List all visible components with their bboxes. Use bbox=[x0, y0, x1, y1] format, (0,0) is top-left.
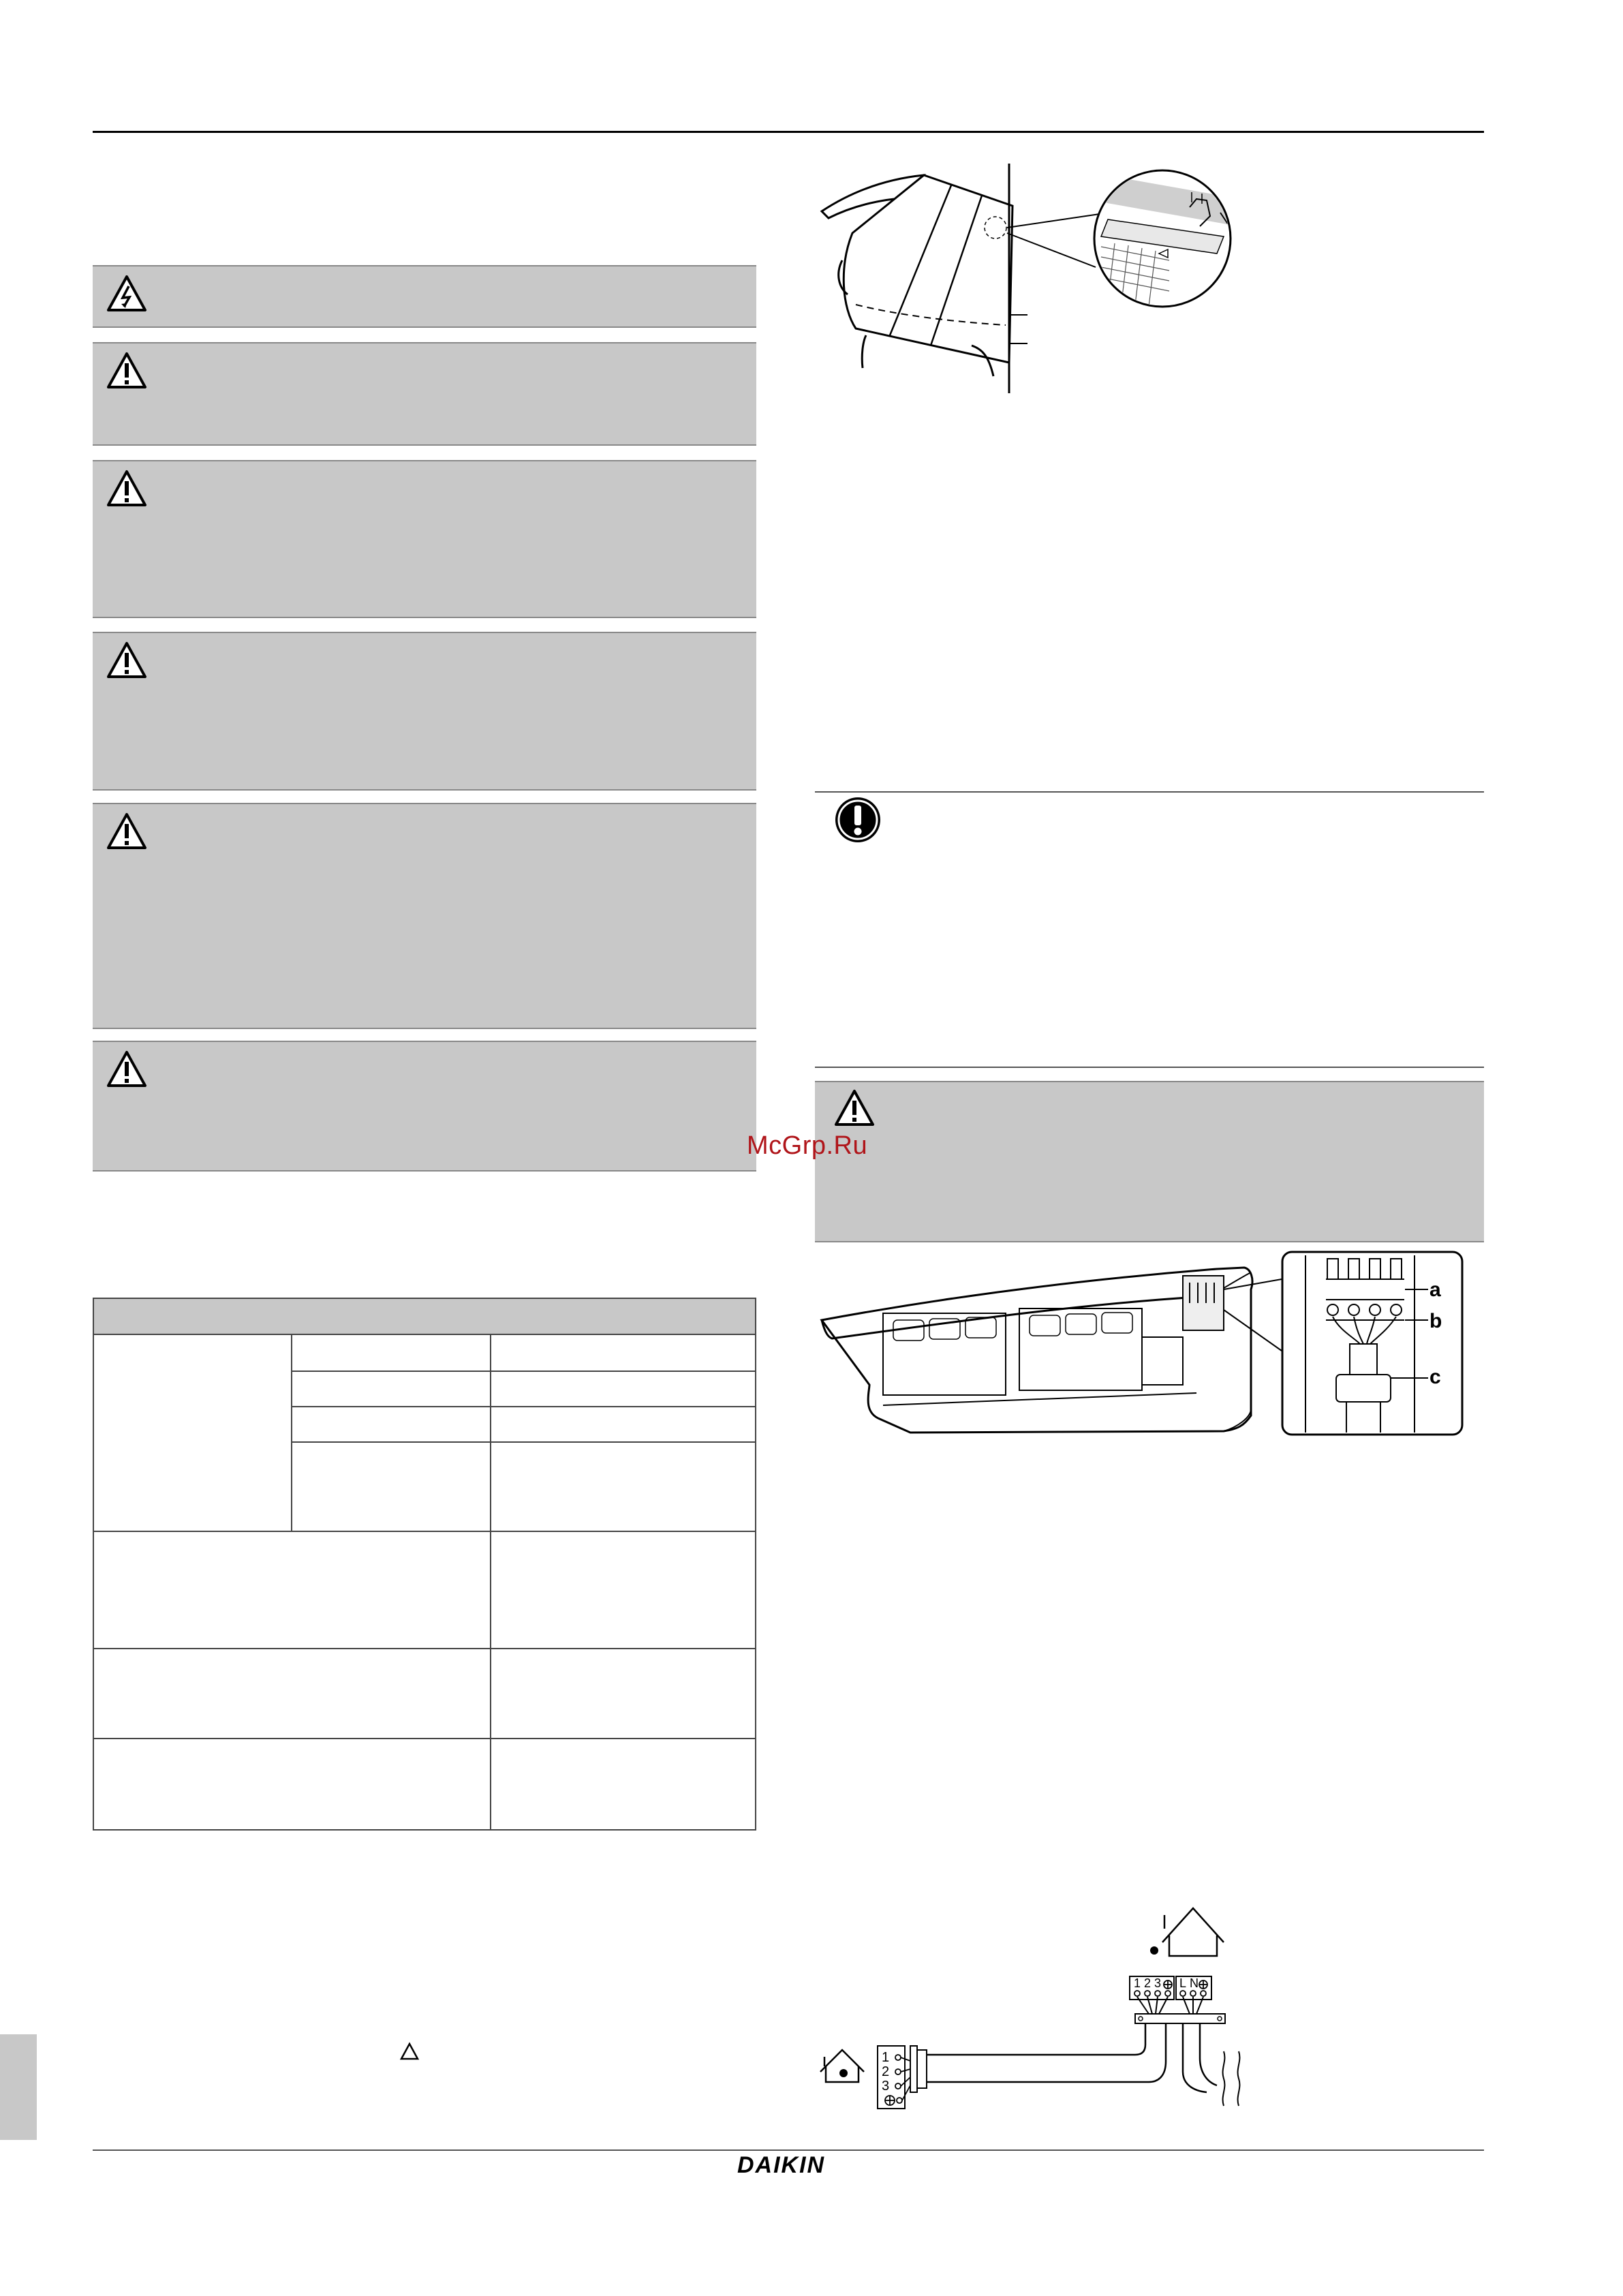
watermark[interactable]: McGrp.Ru bbox=[747, 1131, 868, 1160]
warning-triangle-icon bbox=[106, 352, 147, 390]
warning-box-4 bbox=[93, 803, 756, 1029]
notice-exclamation-icon bbox=[834, 796, 882, 844]
indoor-terminal-3: 3 bbox=[882, 2079, 890, 2094]
warning-triangle-icon bbox=[106, 812, 147, 851]
indoor-unit-wiring-figure bbox=[815, 1249, 1469, 1439]
outdoor-terminal-1: 1 bbox=[1134, 1976, 1141, 1990]
warning-box-5 bbox=[93, 1041, 756, 1172]
interconnection-wiring-diagram bbox=[815, 1895, 1251, 2113]
warning-triangle-icon bbox=[834, 1089, 875, 1127]
indoor-terminal-1: 1 bbox=[882, 2050, 890, 2065]
warning-triangle-icon bbox=[106, 470, 147, 508]
warning-triangle-icon bbox=[106, 1050, 147, 1088]
warning-box-3 bbox=[93, 632, 756, 791]
brand-logo: DAIKIN bbox=[737, 2152, 826, 2178]
power-terminal-n: N bbox=[1190, 1976, 1199, 1990]
warning-box-2 bbox=[93, 460, 756, 618]
callout-c: c bbox=[1429, 1366, 1441, 1388]
outdoor-terminal-3: 3 bbox=[1154, 1976, 1162, 1990]
header-rule bbox=[93, 131, 1484, 133]
front-panel-installation-figure bbox=[815, 151, 1278, 403]
warning-box-1 bbox=[93, 342, 756, 446]
callout-a: a bbox=[1429, 1279, 1441, 1301]
indoor-terminal-2: 2 bbox=[882, 2064, 890, 2079]
callout-b: b bbox=[1429, 1310, 1442, 1332]
warning-box-right bbox=[815, 1081, 1484, 1242]
power-terminal-l: L bbox=[1179, 1976, 1187, 1990]
side-tab bbox=[0, 2034, 37, 2140]
warning-triangle-icon bbox=[106, 641, 147, 679]
electric-hazard-box bbox=[93, 265, 756, 328]
specification-table bbox=[93, 1298, 756, 1831]
small-triangle-icon bbox=[399, 2042, 420, 2061]
notice-top-rule bbox=[815, 791, 1484, 793]
footer-rule bbox=[93, 2149, 1484, 2151]
notice-bottom-rule bbox=[815, 1067, 1484, 1068]
electric-hazard-icon bbox=[106, 275, 147, 313]
outdoor-terminal-2: 2 bbox=[1144, 1976, 1151, 1990]
